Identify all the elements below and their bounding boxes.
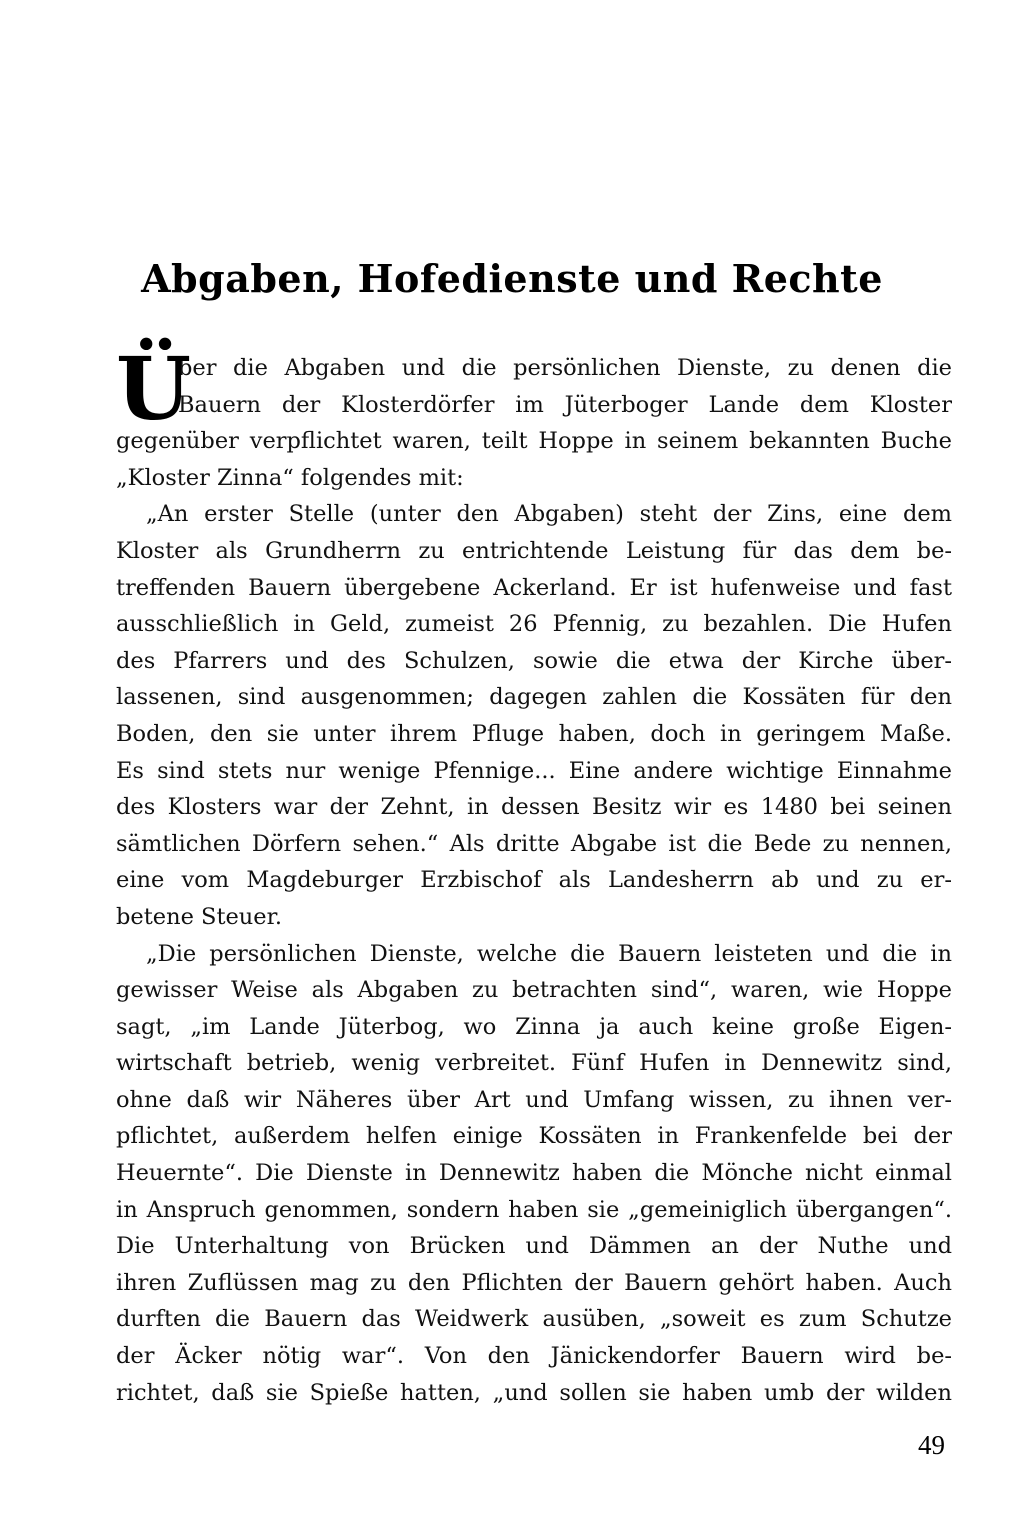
drop-cap: Ü [116,339,191,440]
text-line: ohne daß wir Näheres über Art und Umfang wissen, zu ihnen ver- [116,1086,952,1113]
text-line: Heuernte“. Die Dienste in Dennewitz haben die Mönche nicht einmal [116,1160,952,1187]
page-number: 49 [918,1430,945,1460]
text-line: ihren Zuflüssen mag zu den Pflichten der Bauern gehört haben. Auch [116,1269,952,1296]
text-line: „Kloster Zinna“ folgendes mit: [116,464,464,491]
text-line: pflichtet, außerdem helfen einige Kossäten in Frankenfelde bei der [116,1123,952,1150]
text-line: sämtlichen Dörfern sehen.“ Als dritte Abgabe ist die Bede zu nennen, [116,830,952,857]
text-line: Kloster als Grundherrn zu entrichtende Leistung für das dem be- [116,537,952,564]
text-line: der Äcker nötig war“. Von den Jänickendorfer Bauern wird be- [116,1343,952,1370]
body-text [116,339,952,1411]
text-line: in Anspruch genommen, sondern haben sie „gemeiniglich übergangen“. [116,1196,952,1223]
text-line: betene Steuer. [116,903,283,930]
text-line: wirtschaft betrieb, wenig verbreitet. Fünf Hufen in Dennewitz sind, [116,1050,952,1077]
text-line: ber die Abgaben und die persönlichen Dienste, zu denen die [178,355,952,381]
text-line: Es sind stets nur wenige Pfennige... Eine andere wichtige Einnahme [116,757,952,784]
chapter-title: Abgaben, Hofedienste und Rechte [141,256,883,301]
text-line: lassenen, sind ausgenommen; dagegen zahlen die Kossäten für den [116,684,952,711]
text-line: durften die Bauern das Weidwerk ausüben, „soweit es zum Schutze [116,1306,952,1333]
text-line: des Pfarrers und des Schulzen, sowie die etwa der Kirche über- [116,647,952,674]
text-line: richtet, daß sie Spieße hatten, „und sollen sie haben umb der wilden [116,1379,952,1406]
text-line: eine vom Magdeburger Erzbischof als Landesherrn ab und zu er- [116,867,952,894]
text-line: „An erster Stelle (unter den Abgaben) steht der Zins, eine dem [146,501,952,528]
text-line: des Klosters war der Zehnt, in dessen Besitz wir es 1480 bei seinen [116,794,952,821]
text-line: gewisser Weise als Abgaben zu betrachten sind“, waren, wie Hoppe [116,977,952,1004]
text-line: sagt, „im Lande Jüterbog, wo Zinna ja auch keine große Eigen- [116,1013,952,1040]
text-line: ausschließlich in Geld, zumeist 26 Pfennig, zu bezahlen. Die Hufen [116,611,952,638]
text-line: Bauern der Klosterdörfer im Jüterboger Lande dem Kloster [178,391,952,418]
text-line: „Die persönlichen Dienste, welche die Bauern leisteten und die in [146,940,952,967]
text-line: treffenden Bauern übergebene Ackerland. Er ist hufenweise und fast [116,574,952,601]
text-line: Die Unterhaltung von Brücken und Dämmen an der Nuthe und [116,1233,952,1260]
text-line: Boden, den sie unter ihrem Pfluge haben, doch in geringem Maße. [116,720,952,747]
text-line: gegenüber verpflichtet waren, teilt Hoppe in seinem bekannten Buche [116,428,952,455]
